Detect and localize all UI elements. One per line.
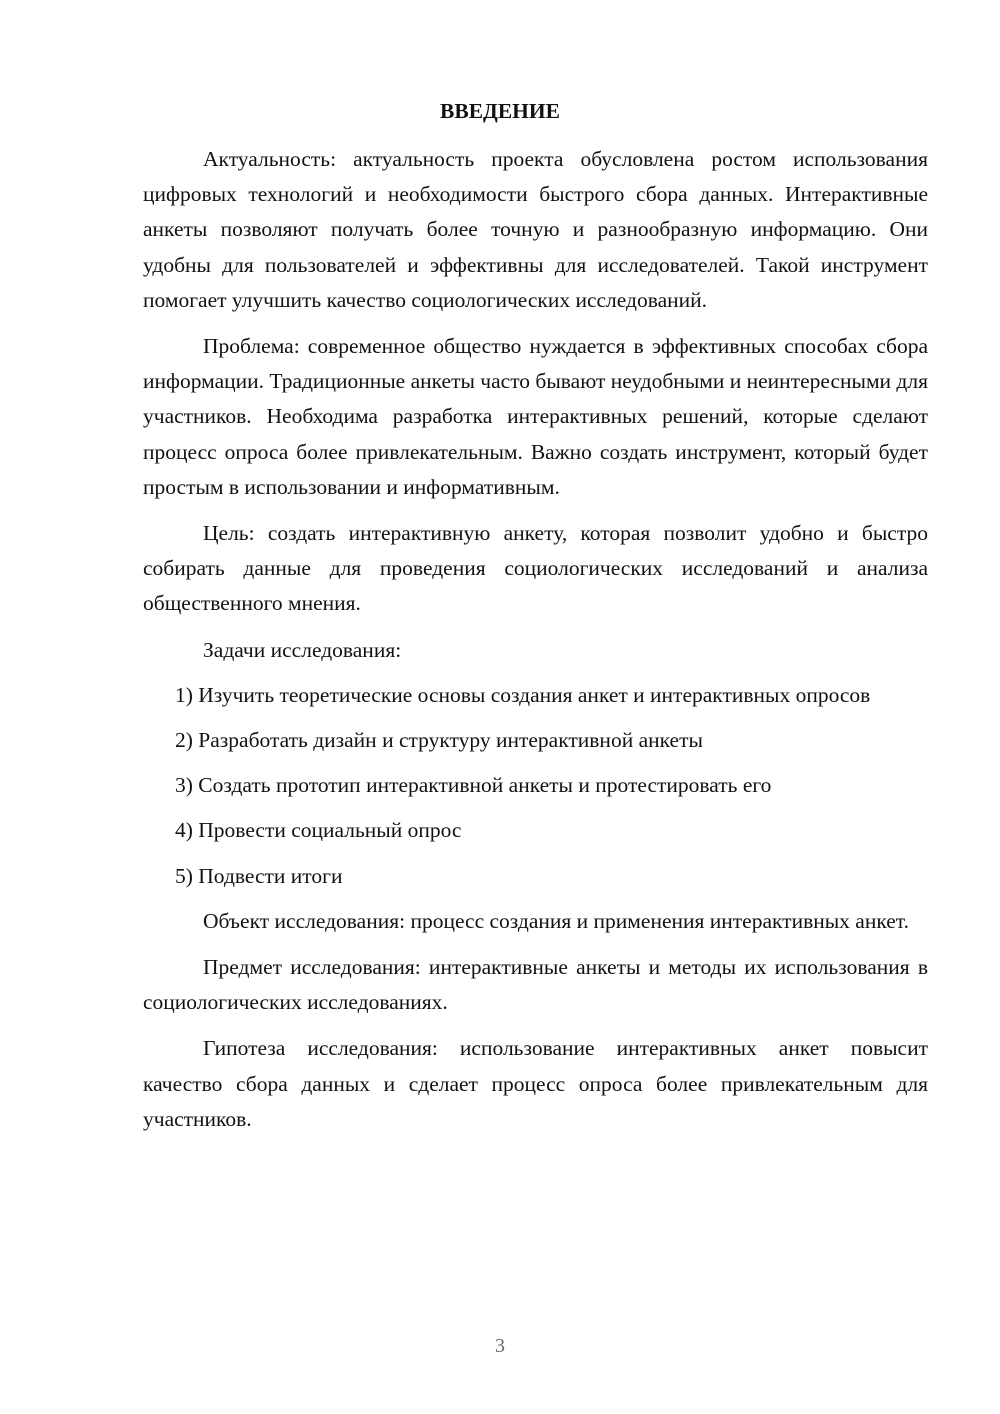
- tasks-heading: Задачи исследования:: [203, 637, 402, 662]
- task-item: 3) Создать прототип интерактивной анкеты и протестировать его: [175, 773, 772, 798]
- relevance-paragraph: Актуальность: актуальность проекта обусловлена ростом использования цифровых технологий и необходимости быстрого сбора данных. Интерактивные анкеты позволяют получать более точную и разнообразную информацию. Они удобны для пользователей и эффективны для исследователей. Такой инструмент помогает улучшить качество социологических исследований.: [143, 147, 928, 312]
- document-body: [143, 142, 928, 1148]
- tasks-list: [143, 678, 928, 894]
- task-item: 2) Разработать дизайн и структуру интерактивной анкеты: [175, 728, 703, 753]
- hypothesis-paragraph: Гипотеза исследования: использование интерактивных анкет повысит качество сбора данных и сделает процесс опроса более привлекательным для участников.: [143, 1036, 928, 1131]
- problem-paragraph: Проблема: современное общество нуждается в эффективных способах сбора информации. Традиционные анкеты часто бывают неудобными и неинтересными для участников. Необходима разработка интерактивных решений, которые сделают процесс опроса более привлекательным. Важно создать инструмент, который будет простым в использовании и информативным.: [143, 334, 928, 499]
- task-item: 5) Подвести итоги: [175, 863, 343, 888]
- task-item: 4) Провести социальный опрос: [175, 818, 462, 843]
- object-paragraph: Объект исследования: процесс создания и применения интерактивных анкет.: [203, 908, 909, 933]
- task-item: 1) Изучить теоретические основы создания анкет и интерактивных опросов: [175, 682, 871, 707]
- page-title: ВВЕДЕНИЕ: [440, 99, 560, 123]
- subject-paragraph: Предмет исследования: интерактивные анкеты и методы их использования в социологических исследованиях.: [143, 955, 928, 1015]
- goal-paragraph: Цель: создать интерактивную анкету, которая позволит удобно и быстро собирать данные для проведения социологических исследований и анализа общественного мнения.: [143, 521, 928, 616]
- page-number: 3: [495, 1335, 505, 1357]
